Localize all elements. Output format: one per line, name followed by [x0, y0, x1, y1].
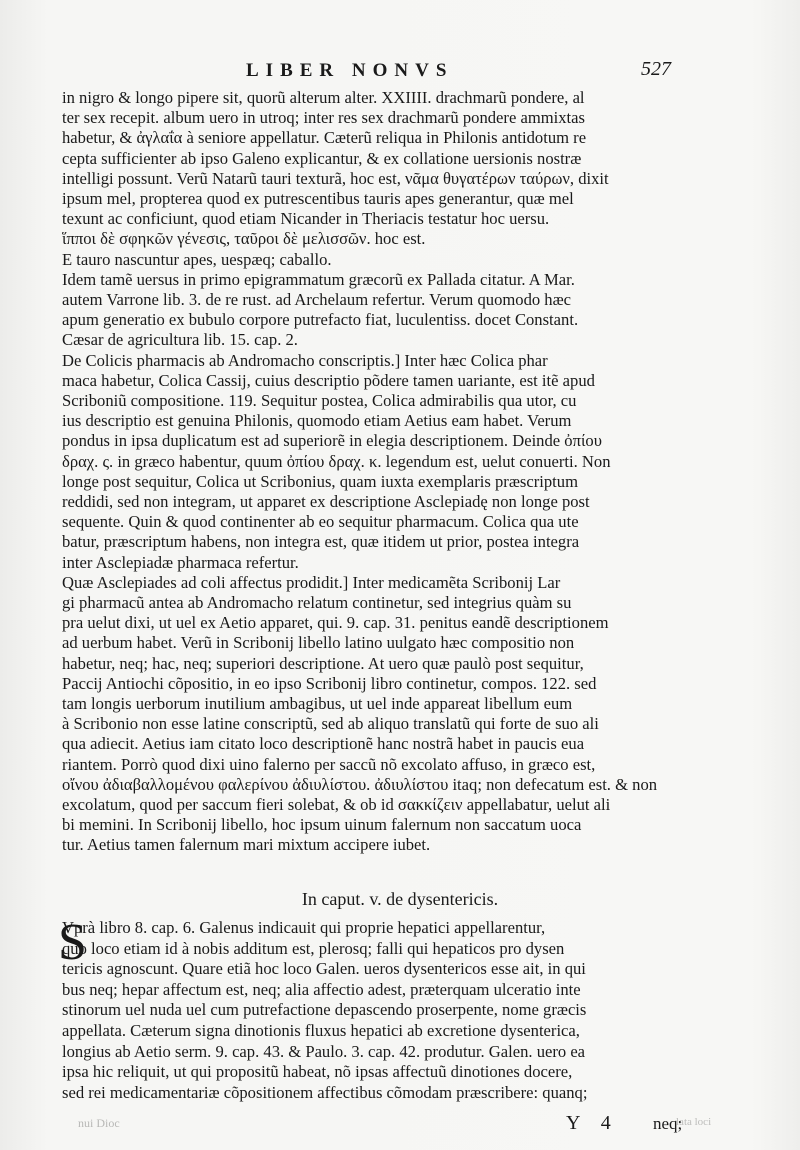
text-line: intelligi possunt. Verũ Natarũ tauri texturã, hoc est, νᾶμα θυγατέρων ταύρων, dixit	[62, 168, 609, 188]
text-line: De Colicis pharmacis ab Andromacho conscriptis.] Inter hæc Colica phar	[62, 350, 548, 370]
section-text-line: sed rei medicamentariæ cõpositionem affectibus cõmodam præscribere: quanq;	[62, 1082, 588, 1102]
text-line: E tauro nascuntur apes, uespæq; caballo.	[62, 249, 332, 269]
text-line: tam longis uerborum inutilium ambagibus, ut uel inde appareat libellum eum	[62, 694, 573, 713]
page-number: 527	[641, 58, 671, 80]
section-text-line: tericis agnoscunt. Quare etiã hoc loco Galen. ueros dysentericos esse ait, in qui	[62, 959, 586, 979]
signature-mark: Y 4	[566, 1112, 619, 1134]
text-line: Idem tamẽ uersus in primo epigrammatum græcorũ ex Pallada citatur. A Mar.	[62, 269, 575, 289]
section-text-line: ipsa hic reliquit, ut qui propositũ habeat, nõ ipsas affectuũ dinotiones docere,	[62, 1062, 573, 1082]
text-line: batur, præscriptum habens, non integra est, quæ itidem ut prior, postea integra	[62, 532, 580, 552]
show-through-text-right: lata loci	[676, 1116, 712, 1128]
drop-capital: S	[58, 914, 87, 971]
show-through-text-left: nui Dioc	[78, 1116, 120, 1130]
text-line: Cæsar de agricultura lib. 15. cap. 2.	[62, 330, 298, 350]
section-text-line: stinorum uel nuda uel cum putrefactione depascendo proserpente, nome græcis	[62, 1000, 587, 1020]
text-line: δραχ. ς. in græco habentur, quum ὀπίου δραχ. κ. legendum est, uelut conuerti. Non	[62, 451, 611, 471]
text-line: qua adiecit. Aetius iam citato loco descriptionẽ hanc nostrã habet in paucis eua	[62, 734, 585, 754]
text-line: bi memini. In Scribonij libello, hoc ipsum uinum falernum non saccatum uoca	[62, 815, 582, 835]
text-line: ἵπποι δὲ σφηκῶν γένεσις, ταῦροι δὲ μελισσῶν. hoc est.	[62, 229, 426, 249]
text-line: tur. Aetius tamen falernum mari mixtum accipere iubet.	[62, 835, 431, 855]
text-line: pra uelut dixi, ut uel ex Aetio apparet, qui. 9. cap. 31. penitus eandẽ descriptionem	[62, 613, 609, 633]
text-line: ipsum mel, propterea quod ex putrescentibus tauris apes generantur, quæ mel	[62, 189, 574, 208]
section-text-line: bus neq; hepar affectum est, neq; alia affectio adest, præterquam ulceratio inte	[62, 979, 581, 999]
text-line: inter Asclepiadæ pharmaca refertur.	[62, 552, 299, 572]
section-text-line: longius ab Aetio serm. 9. cap. 43. & Paulo. 3. cap. 42. produtur. Galen. uero ea	[62, 1041, 586, 1061]
text-line: Paccij Antiochi cõpositio, in eo ipso Scribonij libro continetur, compos. 122. sed	[62, 673, 597, 693]
section-text-line: appellata. Cæterum signa dinotionis fluxus hepatici ab excretione dysenterica,	[62, 1021, 580, 1040]
text-line: riantem. Porrò quod dixi uino falerno per saccũ nõ excolato affuso, in græco est,	[62, 754, 596, 774]
text-line: ius descriptio est genuina Philonis, quomodo etiam Aetius eam habet. Verum	[62, 411, 572, 431]
section-heading: In caput. v. de dysentericis.	[301, 889, 499, 909]
catchword: neq;	[653, 1114, 683, 1133]
text-line: pondus in ipsa duplicatum est ad superiorẽ in elegia descriptionem. Deinde ὀπίου	[62, 431, 602, 451]
text-line: οἴνου ἀδιαβαλλομένου φαλερίνου ἀδιυλίστου. ἀδιυλίστου itaq; non defecatum est. & non	[62, 774, 658, 794]
text-line: apum generatio ex bubulo corpore putrefacto fiat, luculentiss. docet Constant.	[62, 310, 579, 330]
text-line: habetur, & ἀγλαΐα à seniore appellatur. Cæterũ reliqua in Philonis antidotum re	[62, 128, 587, 148]
text-line: maca habetur, Colica Cassij, cuius descriptio põdere tamen uariante, est itẽ apud	[62, 370, 595, 390]
text-line: gi pharmacũ antea ab Andromacho relatum continetur, sed integrius quàm su	[62, 593, 572, 612]
text-line: texunt ac conficiunt, quod etiam Nicander in Theriacis testatur hoc uersu.	[62, 209, 550, 229]
text-line: Quæ Asclepiades ad coli affectus prodidit.] Inter medicamẽta Scribonij Lar	[62, 572, 561, 592]
text-line: excolatum, quod per saccum fieri solebat, & ob id σακκίζειν appellabatur, uelut ali	[62, 795, 611, 814]
text-line: habetur, neq; hac, neq; superiori descriptione. At uero quæ paulò post sequitur,	[62, 653, 584, 673]
text-line: ter sex recepit. album uero in utroq; inter res sex drachmarũ pondere ammixtas	[62, 108, 585, 128]
section-text-line: Vprà libro 8. cap. 6. Galenus indicauit qui proprie hepatici appellarentur,	[62, 918, 546, 937]
text-line: in nigro & longo pipere sit, quorũ alterum alter. XXIIII. drachmarũ pondere, al	[62, 88, 585, 107]
text-line: ad uerbum habet. Verũ in Scribonij libello latino uulgato hæc compositio non	[62, 633, 575, 653]
running-head	[0, 58, 800, 88]
text-line: longe post sequitur, Colica ut Scribonius, quam iuxta exemplaris præscriptum	[62, 471, 578, 491]
running-title: LIBER NONVS	[246, 60, 454, 81]
text-line: cepta sufficienter ab ipso Galeno explicantur, & ex collatione uersionis nostræ	[62, 148, 582, 168]
section-text-line: quo loco etiam id à nobis additum est, plerosq; falli qui hepaticos pro dysen	[62, 938, 565, 958]
text-line: autem Varrone lib. 3. de re rust. ad Archelaum refertur. Verum quomodo hæc	[62, 290, 572, 309]
text-line: à Scribonio non esse latine conscriptũ, sed ab aliquo translatũ qui forte de suo ali	[62, 714, 599, 734]
text-line: Scriboniũ compositione. 119. Sequitur postea, Colica admirabilis qua utor, cu	[62, 391, 577, 410]
text-line: sequente. Quin & quod continenter ab eo sequitur pharmacum. Colica qua ute	[62, 512, 579, 532]
text-line: reddidi, sed non integram, ut apparet ex descriptione Asclepiadę non longe post	[62, 492, 590, 511]
